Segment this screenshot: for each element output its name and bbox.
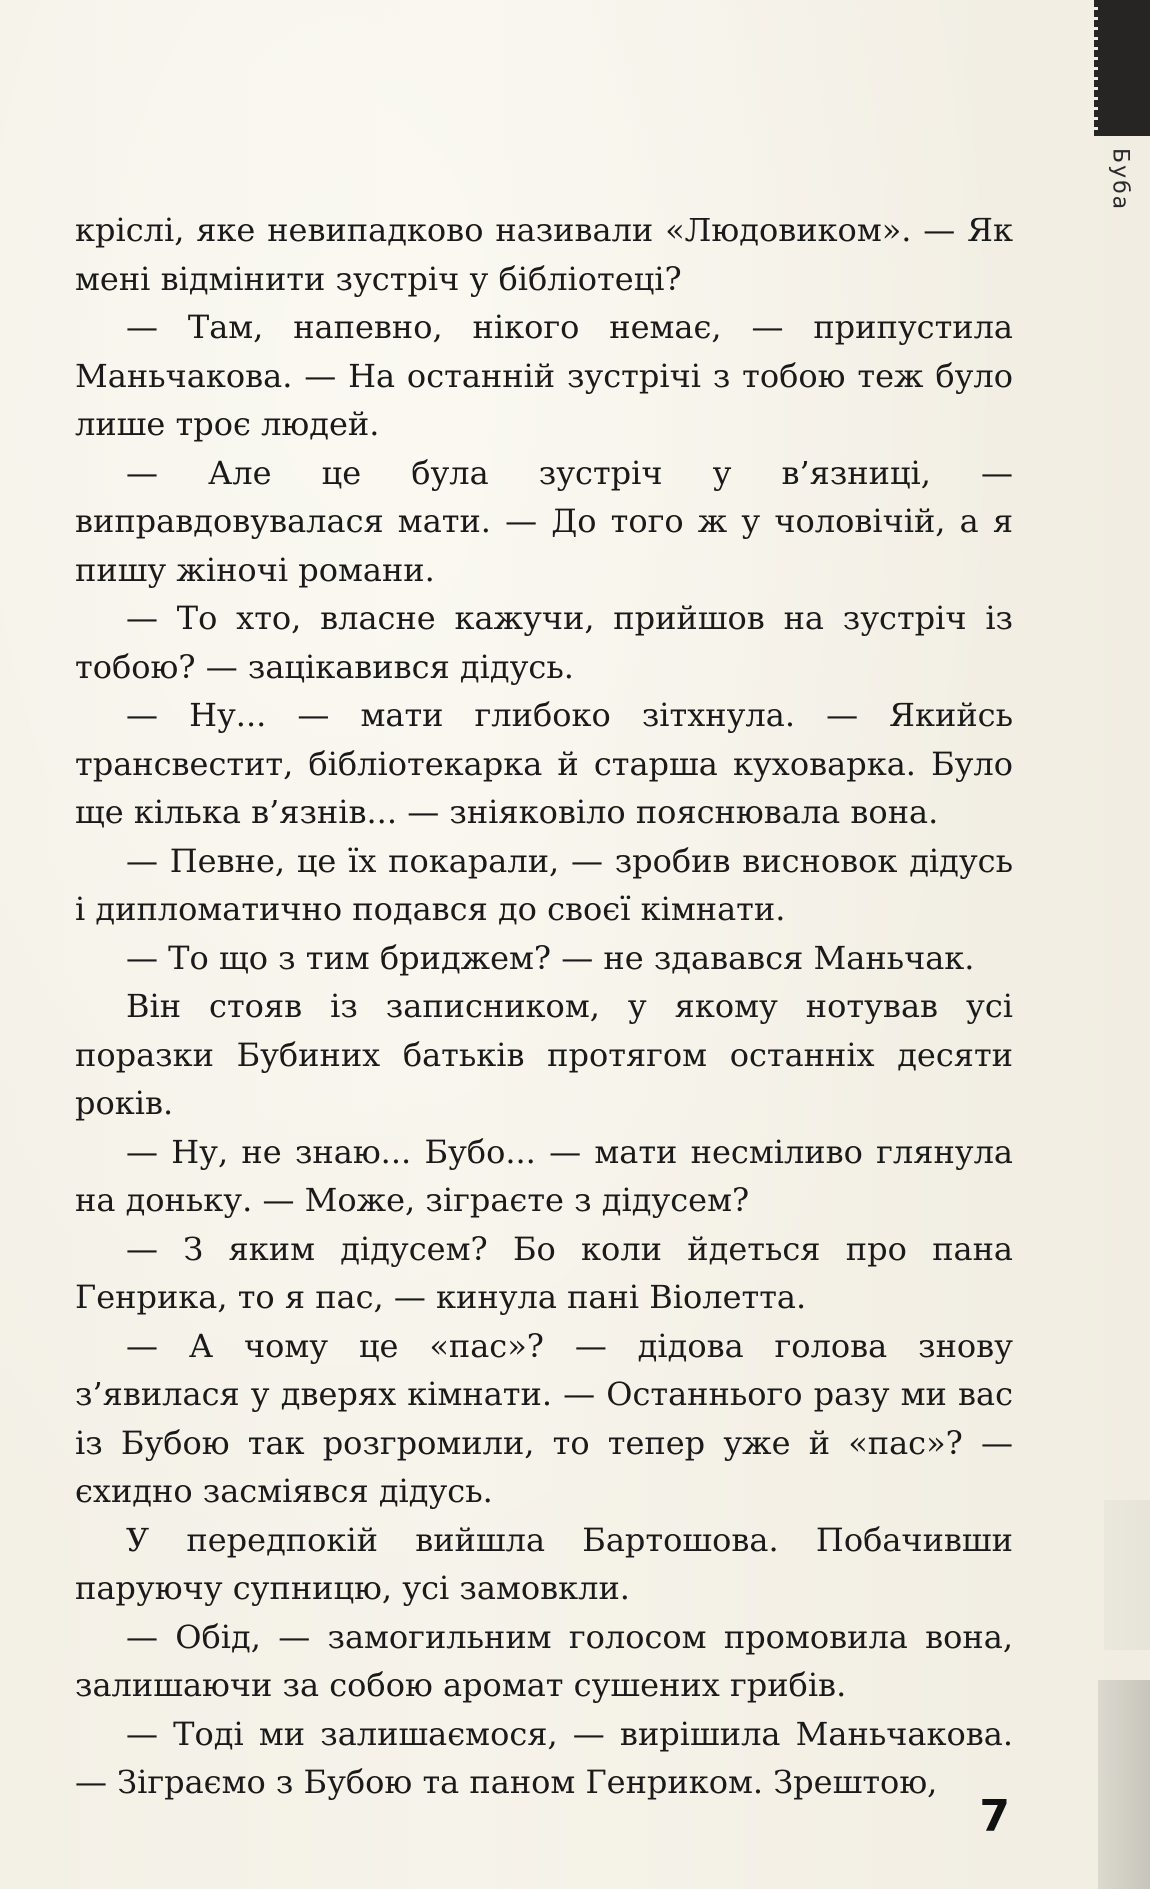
paragraph-1: кріслі, яке невипадково називали «Людовиком». — Як мені відмінити зустріч у бібліотеці? bbox=[75, 211, 1013, 298]
paragraph-4: — То хто, власне кажучи, прийшов на зустріч із тобою? — зацікавився дідусь. bbox=[75, 599, 1013, 686]
body-text bbox=[75, 206, 1013, 1807]
paragraph-14: — Тоді ми залишаємося, — вирішила Маньчакова. — Зіграємо з Бубою та паном Генриком. Зрештою, bbox=[75, 1714, 1013, 1801]
paragraph-12: У передпокій вийшла Бартошова. Побачивши паруючу супницю, усі замовкли. bbox=[75, 1520, 1013, 1607]
paragraph-9: — Ну, не знаю... Бубо... — мати несміливо глянула на доньку. — Може, зіграєте з дідусем? bbox=[75, 1132, 1013, 1219]
page-number: 7 bbox=[979, 1791, 1010, 1842]
show-through-shadow bbox=[1104, 1500, 1150, 1650]
running-header-title: Буба bbox=[1107, 148, 1133, 212]
show-through-tab bbox=[1098, 1680, 1150, 1889]
paragraph-8: Він стояв із записником, у якому нотував усі поразки Бубиних батьків протягом останніх десяти років. bbox=[75, 987, 1013, 1122]
paragraph-11: — А чому це «пас»? — дідова голова знову з’явилася у дверях кімнати. — Останнього разу ми вас із Бубою так розгромили, то тепер уже й «пас»? — єхидно засміявся дідусь. bbox=[75, 1326, 1013, 1510]
paragraph-7: — То що з тим бриджем? — не здавався Маньчак. bbox=[126, 938, 975, 977]
paragraph-5: — Ну... — мати глибоко зітхнула. — Якийсь трансвестит, бібліотекарка й старша куховарка. Було ще кілька в’язнів... — зніяковіло пояснювала вона. bbox=[75, 696, 1013, 831]
paragraph-6: — Певне, це їх покарали, — зробив висновок дідусь і дипломатично подався до своєї кімнати. bbox=[75, 841, 1013, 928]
paragraph-13: — Обід, — замогильним голосом промовила вона, залишаючи за собою аромат сушених грибів. bbox=[75, 1617, 1013, 1704]
paragraph-2: — Там, напевно, нікого немає, — припустила Маньчакова. — На останній зустрічі з тобою теж було лише троє людей. bbox=[75, 308, 1013, 443]
paragraph-3: — Але це була зустріч у в’язниці, — виправдовувалася мати. — До того ж у чоловічій, а я пишу жіночі романи. bbox=[75, 453, 1013, 589]
paragraph-10: — З яким дідусем? Бо коли йдеться про пана Генрика, то я пас, — кинула пані Віолетта. bbox=[75, 1229, 1013, 1316]
chapter-thumb-tab bbox=[1098, 0, 1150, 136]
